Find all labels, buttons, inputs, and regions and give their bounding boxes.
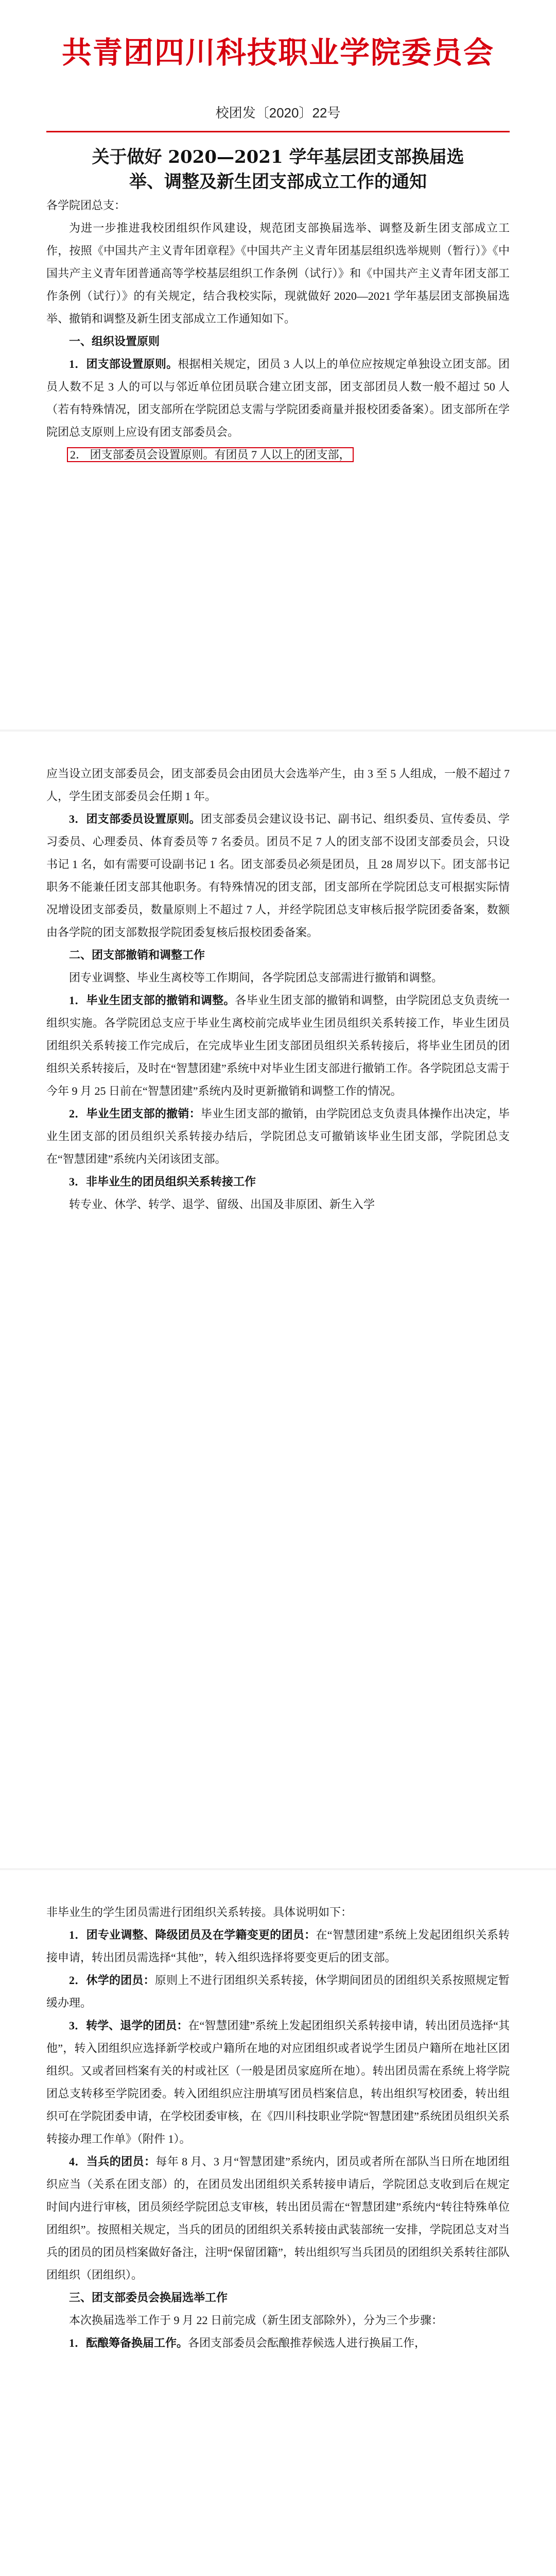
- paragraph-item-2: [46, 1969, 510, 2014]
- item-lead: 2．休学的团员：: [69, 1974, 155, 1987]
- paragraph-item-2: [46, 444, 510, 466]
- title-line-1: 关于做好 2020—2021 学年基层团支部换届选: [92, 147, 464, 167]
- item-lead: 1．团支部设置原则。: [69, 358, 178, 370]
- paragraph-item-3: [46, 2014, 510, 2150]
- item-lead: 1．毕业生团支部的撤销和调整。: [69, 994, 235, 1007]
- paragraph-item-a: [46, 989, 510, 1103]
- intro-paragraph: 为进一步推进我校团组织作风建设，规范团支部换届选举、调整及新生团支部成立工作，按照《中国共产主义青年团章程》《中国共产主义青年团基层组织选举规则（暂行）》《中国共产主义青年团普通高等学校基层组织工作条例（试行）》和《中国共产主义青年团支部工作条例（试行）》的有关规定，结合我校实际，现就做好 2020—2021 学年基层团支部换届选举、撤销和调整及新生团支部成立工作通知如下。: [46, 222, 510, 325]
- paragraph-item-5: [46, 2332, 510, 2354]
- item-lead: 1．酝酿筹备换届工作。: [69, 2336, 188, 2349]
- item-text: 在“智慧团建”系统上发起团组织关系转接申请，转出团员需选择“其他”，转入组织选择将要变更后的团支部。: [46, 1928, 510, 1964]
- paragraph: 团专业调整、毕业生离校等工作期间，各学院团总支部需进行撤销和调整。: [69, 971, 443, 984]
- item-lead: 3．非毕业生的团员组织关系转接工作: [69, 1175, 256, 1188]
- paragraph-item-4: [46, 2150, 510, 2286]
- red-divider: [46, 131, 510, 132]
- item-text: 各团支部委员会酝酿推荐候选人进行换届工作，: [188, 2336, 426, 2349]
- paragraph-item-b: [46, 1103, 510, 1171]
- item-text: 毕业生团支部的撤销，由学院团总支负责具体操作出决定，毕业生团支部的团员组织关系转接办结后，学院团总支可撤销该毕业生团支部，学院团总支在“智慧团建”系统内关闭该团支部。: [46, 1107, 510, 1165]
- document-page-2: [0, 732, 556, 1870]
- section-heading-2: 二、团支部撤销和调整工作: [69, 948, 205, 961]
- paragraph-item-1: [46, 1924, 510, 1969]
- item-lead: 4．当兵的团员：: [69, 2155, 156, 2168]
- item-lead: 2．毕业生团支部的撤销：: [69, 1107, 201, 1120]
- org-masthead: 共青团四川科技职业学院委员会: [61, 35, 494, 70]
- paragraph-item-3: [46, 808, 510, 944]
- doc-number: 校团发〔2020〕22号: [215, 105, 341, 121]
- item-text: 团支部委员会建议设书记、副书记、组织委员、宣传委员、学习委员、心理委员、体育委员等 7 名委员。团员不足 7 人的团支部不设团支部委员会，只设书记 1 名，如有需要可设副书记 1 名。团支部委员必须是团员，且 28 周岁以下。团支部书记职务不能兼任团支部其他职务。有特殊情况的团支部，团支部所在学院团总支可根据实际情况增设团支部委员，数量原则上不超过 7 人，并经学院团总支审核后报学院团委备案，数额由各学院的团支部数报学院团委复核后报校团委备案。: [46, 812, 510, 939]
- document-title: [67, 145, 489, 194]
- item-lead: 3．转学、退学的团员：: [69, 2019, 188, 2032]
- paragraph: 转专业、休学、转学、退学、留级、出国及非原团、新生入学: [69, 1198, 375, 1211]
- paragraph-item-1: [46, 353, 510, 444]
- item-lead: 1．团专业调整、降级团员及在学籍变更的团员：: [69, 1928, 316, 1941]
- item-text: 根据相关规定，团员 3 人以上的单位应按规定单独设立团支部。团员人数不足 3 人的可以与邻近单位团员联合建立团支部，团支部团员人数一般不超过 50 人（若有特殊情况，团支部所在学院团总支需与学院团委商量并报校团委备案）。团支部所在学院团总支原则上应设有团支部委员会。: [46, 358, 510, 438]
- salutation: 各学院团总支：: [46, 199, 126, 212]
- item-lead: 3．团支部委员设置原则。: [69, 812, 201, 825]
- item-text: 在“智慧团建”系统上发起团组织关系转接申请，转出团员选择“其他”，转入团组织应选择新学校或户籍所在地的对应团组织或者说学生团员户籍所在地社区团组织。又或者回档案有关的村或社区（一般是团员家庭所在地）。转出团员需在系统上将学院团总支转移至学院团委。转入团组织应注册填写团员档案信息，转出组织写校团委，转出组织可在学院团委申请，在学校团委审核，在《四川科技职业学院“智慧团建”系统团员组织关系转接办理工作单》（附件 1）。: [46, 2019, 510, 2145]
- highlight-box: 2． 团支部委员会设置原则。有团员 7 人以上的团支部，: [67, 447, 354, 462]
- item-text: 原则上不进行团组织关系转接，休学期间团员的团组织关系按照规定暂缓办理。: [46, 1974, 510, 2009]
- item-text: 每年 8 月、3 月“智慧团建”系统内，团员或者所在部队当日所在地团组织应当（关系在团支部）的，在团员发出团组织关系转接申请后，学院团总支收到后在规定时间内进行审核，团员须经学院团总支审核，转出团员需在“智慧团建”系统内“转往特殊单位团组织”。按照相关规定，当兵的团员的团组织关系转接由武装部统一安排，学院团总支对当兵的团员的团员档案做好备注，注明“保留团籍”，转出组织写当兵团员的团组织关系转往部队团组织（团组织）。: [46, 2155, 510, 2281]
- paragraph-continued: 非毕业生的学生团员需进行团组织关系转接。具体说明如下：: [46, 1906, 353, 1919]
- section-heading-3: 三、团支部委员会换届选举工作: [69, 2291, 228, 2304]
- paragraph: 本次换届选举工作于 9 月 22 日前完成（新生团支部除外），分为三个步骤：: [69, 2314, 443, 2327]
- paragraph-continued: 应当设立团支部委员会，团支部委员会由团员大会选举产生，由 3 至 5 人组成，一般不超过 7 人，学生团支部委员会任期 1 年。: [46, 767, 510, 803]
- item-text: 各毕业生团支部的撤销和调整，由学院团总支负责统一组织实施。各学院团总支应于毕业生离校前完成毕业生团员组织关系转接工作，毕业生团员团组织关系转接工作完成后，在完成毕业生团支部团员组织关系转接后，将毕业生团员的团组织关系转接后，及时在“智慧团建”系统中对毕业生团支部进行撤销工作。各学院团总支需于今年 9 月 25 日前在“智慧团建”系统内及时更新撤销和调整工作的情况。: [46, 994, 510, 1097]
- document-page-3: [0, 1870, 556, 2576]
- paragraph-item-c: [46, 1171, 510, 1193]
- title-line-2: 举、调整及新生团支部成立工作的通知: [129, 172, 427, 192]
- document-page-1: [0, 0, 556, 732]
- section-heading-1: 一、组织设置原则: [69, 335, 160, 348]
